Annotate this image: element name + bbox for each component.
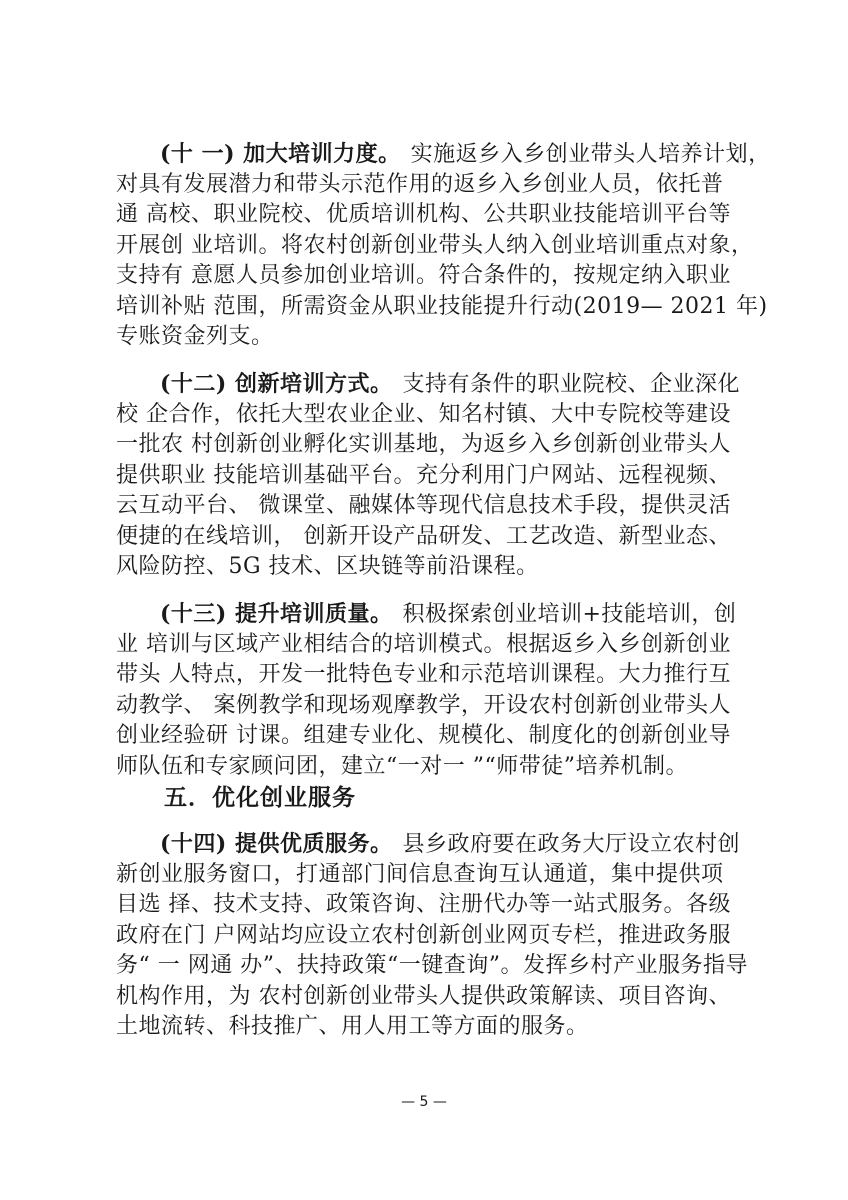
paragraph-line: 动教学、 案例教学和现场观摩教学，开设农村创新创业带头人 — [116, 692, 731, 718]
paragraph-line: 业 培训与区域产业相结合的培训模式。根据返乡入乡创新创业 — [116, 631, 731, 657]
paragraph-lead: (十二) 创新培训方式。 — [160, 371, 393, 397]
paragraph-line: 政府在门 户网站均应设立农村创新创业网页专栏，推进政务服 — [116, 922, 731, 948]
paragraph-line: 提供职业 技能培训基础平台。充分利用门户网站、远程视频、 — [116, 462, 731, 488]
paragraph-13-training-quality — [116, 599, 756, 782]
paragraph-line: 师队伍和专家顾问团，建立“一对一 ”“师带徒”培养机制。 — [116, 753, 688, 779]
paragraph-line: 便捷的在线培训， 创新开设产品研发、工艺改造、新型业态、 — [116, 523, 731, 549]
paragraph-line: 一批农 村创新创业孵化实训基地，为返乡入乡创新创业带头人 — [116, 432, 731, 457]
paragraph-line: 支持有条件的职业院校、企业深化 — [402, 372, 740, 397]
paragraph-line: 校 企合作，依托大型农业企业、知名村镇、大中专院校等建设 — [116, 401, 731, 427]
section-heading: 五．优化创业服务 — [164, 785, 356, 811]
page-number: — 5 — — [401, 1094, 447, 1110]
paragraph-line: 务“ 一 网通 办”、扶持政策“一键查询”。发挥乡村产业服务指导 — [116, 953, 748, 978]
paragraph-lead: (十 一) 加大培训力度。 — [160, 141, 401, 167]
paragraph-line: 带头 人特点，开发一批特色专业和示范培训课程。大力推行互 — [116, 662, 731, 687]
paragraph-lead: (十三) 提升培训质量。 — [160, 601, 393, 627]
paragraph-line: 目选 择、技术支持、政策咨询、注册代办等一站式服务。各级 — [116, 892, 731, 917]
paragraph-12-training-methods — [116, 369, 756, 583]
paragraph-line: 实施返乡入乡创业带头人培养计划， — [410, 142, 771, 167]
paragraph-line: 风险防控、5G 技术、区块链等前沿课程。 — [116, 554, 539, 579]
paragraph-lead: (十四) 提供优质服务。 — [160, 831, 393, 857]
paragraph-11-training-intensity — [116, 139, 771, 353]
paragraph-line: 通 高校、职业院校、优质培训机构、公共职业技能培训平台等 — [116, 202, 731, 227]
paragraph-line: 支持有 意愿人员参加创业培训。符合条件的，按规定纳入职业 — [116, 263, 731, 288]
paragraph-line: 开展创 业培训。将农村创新创业带头人纳入创业培训重点对象， — [116, 232, 754, 258]
paragraph-14-quality-services — [116, 829, 756, 1043]
paragraph-line: 县乡政府要在政务大厅设立农村创 — [402, 832, 740, 857]
paragraph-line: 云互动平台、 微课堂、融媒体等现代信息技术手段，提供灵活 — [116, 493, 731, 518]
paragraph-line: 专账资金列支。 — [116, 324, 274, 349]
paragraph-line: 新创业服务窗口，打通部门间信息查询互认通道，集中提供项 — [116, 861, 724, 887]
paragraph-line: 培训补贴 范围，所需资金从职业技能提升行动(2019— 2021 年) — [116, 293, 768, 319]
paragraph-line: 对具有发展潜力和带头示范作用的返乡入乡创业人员，依托普 — [116, 171, 724, 197]
paragraph-line: 机构作用，为 农村创新创业带头人提供政策解读、项目咨询、 — [116, 983, 731, 1009]
paragraph-line: 土地流转、科技推广、用人用工等方面的服务。 — [116, 1014, 589, 1039]
paragraph-line: 积极探索创业培训+技能培训，创 — [402, 602, 737, 627]
paragraph-line: 创业经验研 讨课。组建专业化、规模化、制度化的创新创业导 — [116, 723, 731, 748]
